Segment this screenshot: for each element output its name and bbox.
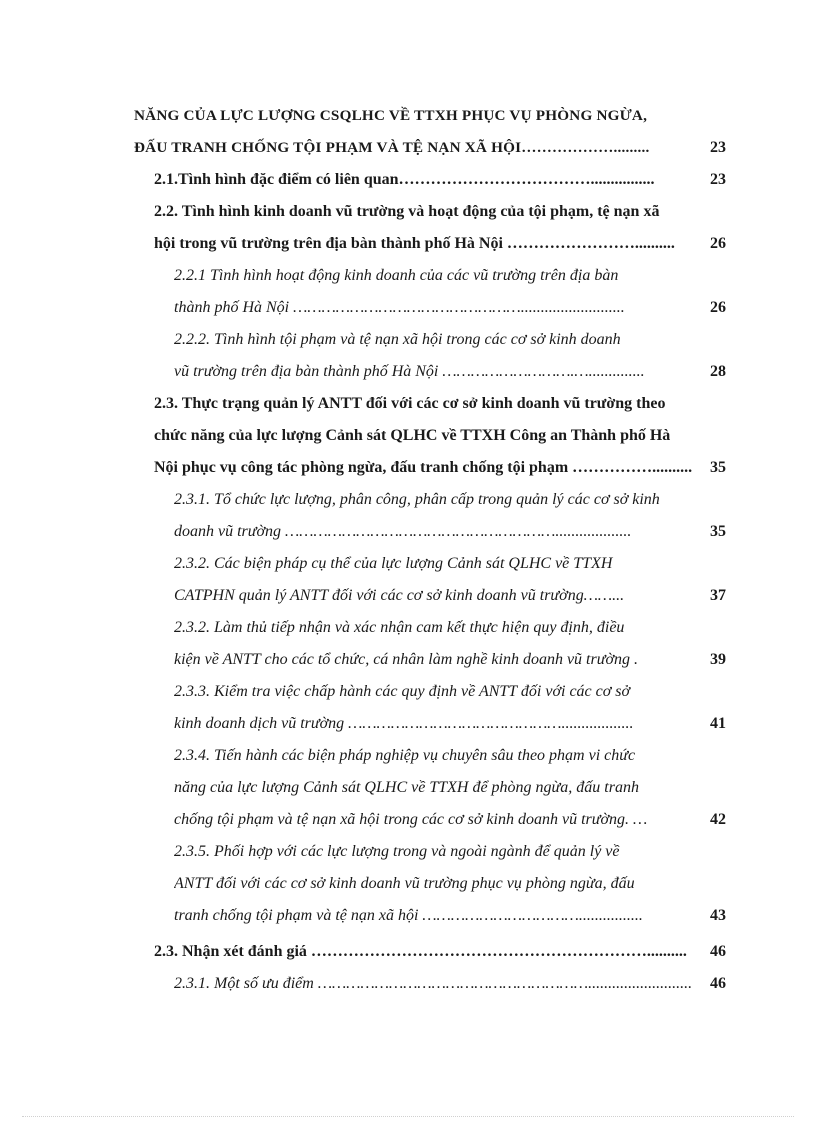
toc-entry-2-3-3-page: 41	[710, 715, 726, 732]
toc-entry-2-1[interactable]: 2.1.Tình hình đặc điểm có liên quan………………………………................	[154, 171, 655, 188]
toc-entry-2-3-4-line-2[interactable]: năng của lực lượng Cảnh sát QLHC về TTXH để phòng ngừa, đấu tranh	[174, 779, 639, 796]
toc-entry-2-2-2-line-1[interactable]: 2.2.2. Tình hình tội phạm và tệ nạn xã hội trong các cơ sở kinh doanh	[174, 331, 621, 348]
toc-entry-2-2-2-line-2[interactable]: vũ trường trên địa bàn thành phố Hà Nội ……………………….…..............	[174, 363, 645, 380]
toc-entry-2-3-4-line-1[interactable]: 2.3.4. Tiến hành các biện pháp nghiệp vụ chuyên sâu theo phạm vi chức	[174, 747, 636, 764]
toc-entry-2-2-2-page: 28	[710, 363, 726, 380]
toc-entry-2-3-line-3[interactable]: Nội phục vụ công tác phòng ngừa, đấu tranh chống tội phạm ……………..........	[154, 459, 693, 476]
toc-entry-2-3-2a-line-1[interactable]: 2.3.2. Các biện pháp cụ thể của lực lượng Cảnh sát QLHC về TTXH	[174, 555, 613, 572]
toc-entry-2-3-1-page: 35	[710, 523, 726, 540]
toc-entry-2-3-5-line-1[interactable]: 2.3.5. Phối hợp với các lực lượng trong và ngoài ngành để quản lý về	[174, 843, 620, 860]
page-bottom-divider	[22, 1116, 794, 1117]
toc-entry-2-2-page: 26	[710, 235, 726, 252]
toc-entry-2-3-line-1[interactable]: 2.3. Thực trạng quản lý ANTT đối với các cơ sở kinh doanh vũ trường theo	[154, 395, 666, 412]
toc-entry-2-3-5-line-2[interactable]: ANTT đối với các cơ sở kinh doanh vũ trường phục vụ phòng ngừa, đấu	[174, 875, 635, 892]
toc-entry-2-2-1-line-1[interactable]: 2.2.1 Tình hình hoạt động kinh doanh của các vũ trường trên địa bàn	[174, 267, 619, 284]
toc-entry-2-3-line-2[interactable]: chức năng của lực lượng Cảnh sát QLHC về TTXH Công an Thành phố Hà	[154, 427, 671, 444]
toc-entry-2-3-2b-line-1[interactable]: 2.3.2. Làm thủ tiếp nhận và xác nhận cam kết thực hiện quy định, điều	[174, 619, 625, 636]
toc-entry-2-3-2a-page: 37	[710, 587, 726, 604]
toc-entry-2-3-review-page: 46	[710, 943, 726, 960]
toc-entry-2-3-2b-line-2[interactable]: kiện về ANTT cho các tổ chức, cá nhân làm nghề kinh doanh vũ trường .	[174, 651, 638, 668]
toc-entry-2-3-3-line-1[interactable]: 2.3.3. Kiểm tra việc chấp hành các quy định về ANTT đối với các cơ sở	[174, 683, 631, 700]
toc-entry-2-2-line-1[interactable]: 2.2. Tình hình kinh doanh vũ trường và hoạt động của tội phạm, tệ nạn xã	[154, 203, 660, 220]
toc-entry-2-3-5-page: 43	[710, 907, 726, 924]
toc-heading-line-1: NĂNG CỦA LỰC LƯỢNG CSQLHC VỀ TTXH PHỤC VỤ PHÒNG NGỪA,	[134, 107, 648, 124]
toc-entry-2-3-review[interactable]: 2.3. Nhận xét đánh giá ………………………………………………………..........	[154, 943, 687, 960]
toc-entry-2-3-4-line-3[interactable]: chống tội phạm và tệ nạn xã hội trong các cơ sở kinh doanh vũ trường. …	[174, 811, 648, 828]
toc-entry-2-1-page: 23	[710, 171, 726, 188]
toc-entry-2-3-1-line-2[interactable]: doanh vũ trường …………………………………………………...................	[174, 523, 632, 540]
toc-entry-2-3-2a-line-2[interactable]: CATPHN quản lý ANTT đối với các cơ sở kinh doanh vũ trường……...	[174, 587, 625, 604]
toc-entry-2-3-1-strengths[interactable]: 2.3.1. Một số ưu điểm …………………………………………………..........................	[174, 975, 693, 992]
toc-entry-2-3-page: 35	[710, 459, 726, 476]
toc-entry-2-2-line-2[interactable]: hội trong vũ trường trên địa bàn thành phố Hà Nội ……………………..........	[154, 235, 675, 252]
toc-entry-2-2-1-page: 26	[710, 299, 726, 316]
toc-entry-2-3-2b-page: 39	[710, 651, 726, 668]
toc-entry-2-2-1-line-2[interactable]: thành phố Hà Nội …………………………………………..........................	[174, 299, 625, 316]
toc-entry-2-3-1-strengths-page: 46	[710, 975, 726, 992]
toc-entry-2-3-4-page: 42	[710, 811, 726, 828]
toc-entry-2-3-1-line-1[interactable]: 2.3.1. Tổ chức lực lượng, phân công, phân cấp trong quản lý các cơ sở kinh	[174, 491, 660, 508]
toc-heading-line-2: ĐẤU TRANH CHỐNG TỘI PHẠM VÀ TỆ NẠN XÃ HỘI……………….........	[134, 139, 650, 156]
toc-entry-2-3-5-line-3[interactable]: tranh chống tội phạm và tệ nạn xã hội ……………………………................	[174, 907, 643, 924]
toc-heading-page: 23	[710, 139, 726, 156]
toc-entry-2-3-3-line-2[interactable]: kinh doanh dịch vũ trường ………………………………………..................	[174, 715, 634, 732]
